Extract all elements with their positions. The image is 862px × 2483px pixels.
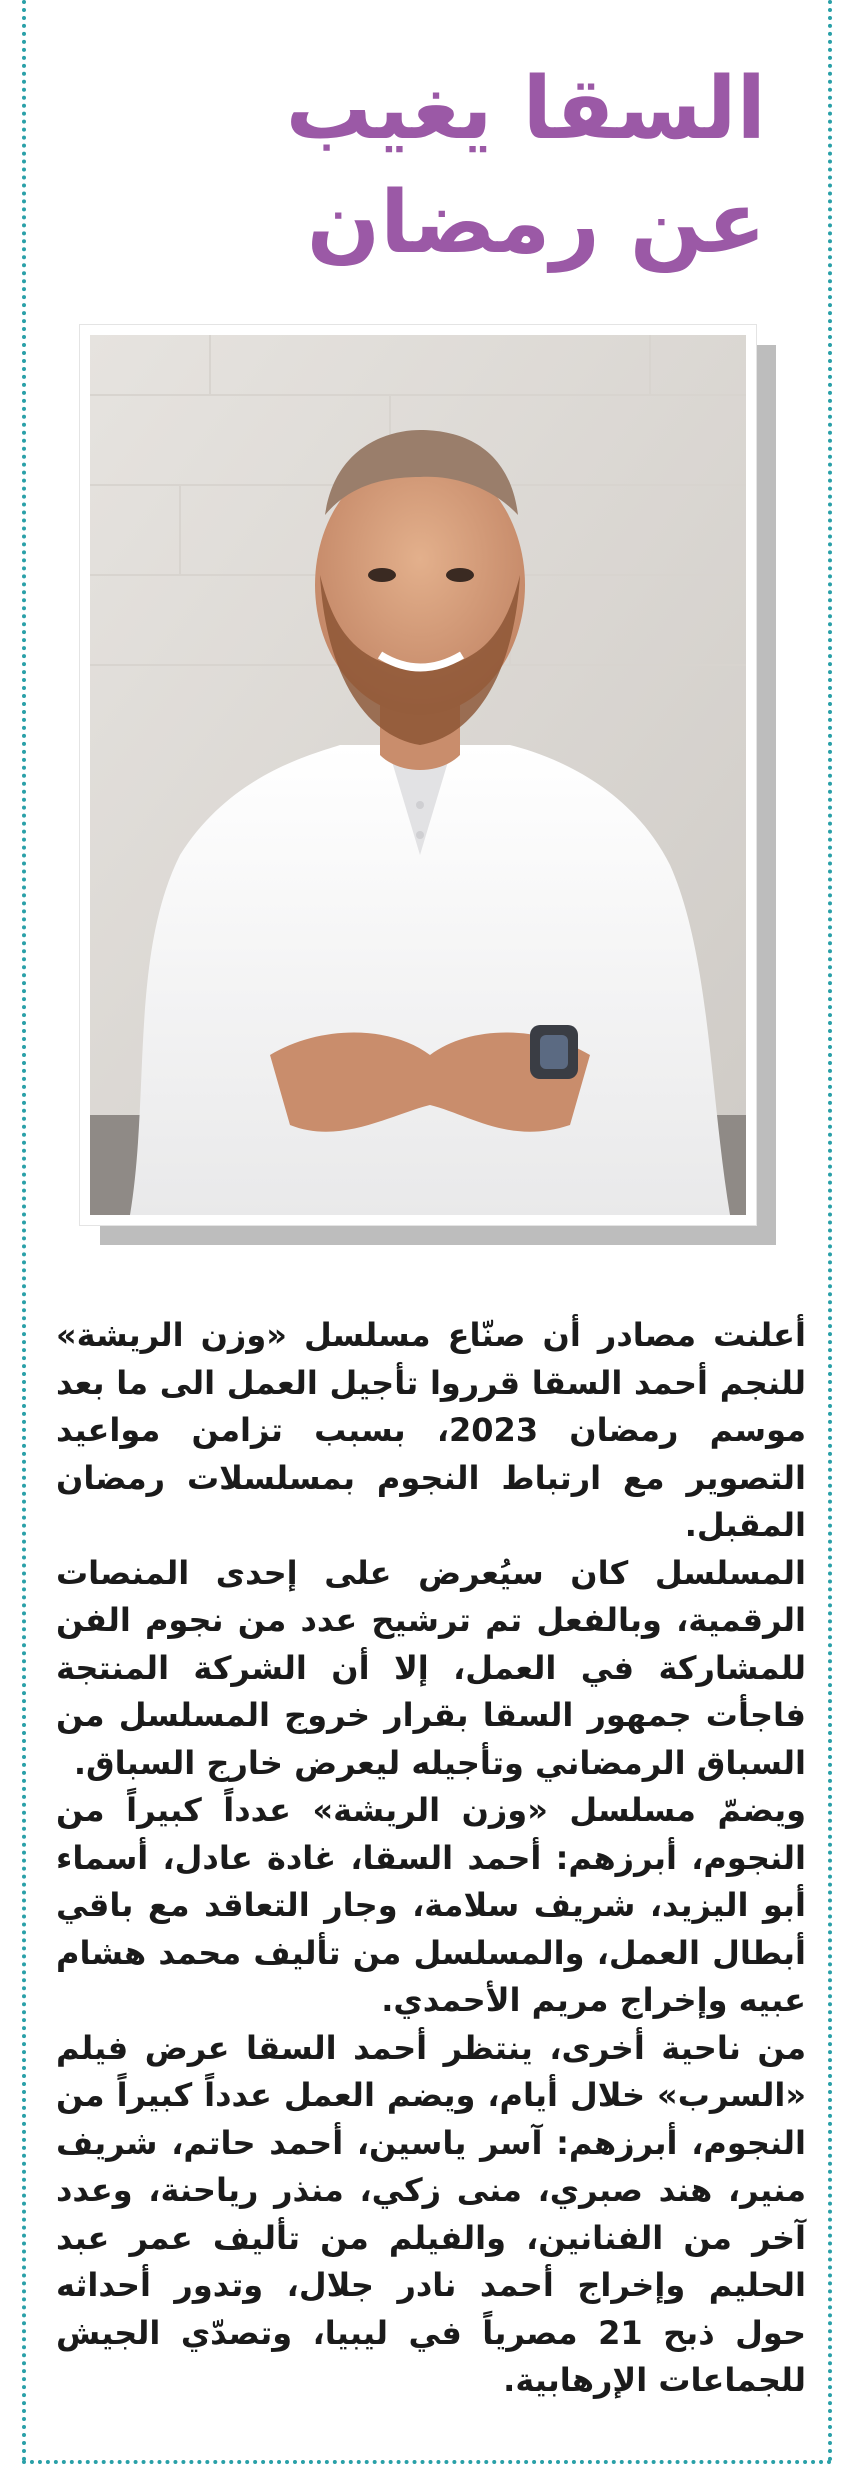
- article-paragraph-1: أعلنت مصادر أن صنّاع مسلسل «وزن الريشة» للنجم أحمد السقا قرروا تأجيل العمل الى ما بعد موسم رمضان 2023، بسبب تزامن مواعيد التصوير مع ارتباط النجوم بمسلسلات رمضان المقبل.: [56, 1316, 807, 1544]
- headline-line-1: السقا يغيب: [285, 59, 766, 159]
- portrait-illustration: [90, 335, 746, 1215]
- article-paragraph-3: ويضمّ مسلسل «وزن الريشة» عدداً كبيراً من النجوم، أبرزهم: أحمد السقا، غادة عادل، أسماء أبو اليزيد، شريف سلامة، وجار التعاقد مع باقي أبطال العمل، والمسلسل من تأليف محمد هشام عبيه وإخراج مريم الأحمدي.: [56, 1791, 806, 2019]
- article-body: [56, 1312, 806, 2405]
- article-paragraph-2: المسلسل كان سيُعرض على إحدى المنصات الرقمية، وبالفعل تم ترشيح عدد من نجوم الفن للمشاركة في العمل، إلا أن الشركة المنتجة فاجأت جمهور السقا بقرار خروج المسلسل من السباق الرمضاني وتأجيله ليعرض خارج السباق.: [56, 1553, 806, 1782]
- article-paragraph-4: من ناحية أخرى، ينتظر أحمد السقا عرض فيلم «السرب» خلال أيام، ويضم العمل عدداً كبيراً من النجوم، أبرزهم: آسر ياسين، أحمد حاتم، شريف منير، هند صبري، منى زكي، منذر رياحنة، وعدد آخر من الفنانين، والفيلم من تأليف عمر عبد الحليم وإخراج أحمد نادر جلال، وتدور أحداثه حول ذبح 21 مصرياً في ليبيا، وتصدّي الجيش للجماعات الإرهابية.: [56, 2028, 806, 2399]
- portrait-photo: [80, 325, 756, 1225]
- headline: [286, 52, 766, 280]
- headline-line-2: عن رمضان: [306, 173, 766, 273]
